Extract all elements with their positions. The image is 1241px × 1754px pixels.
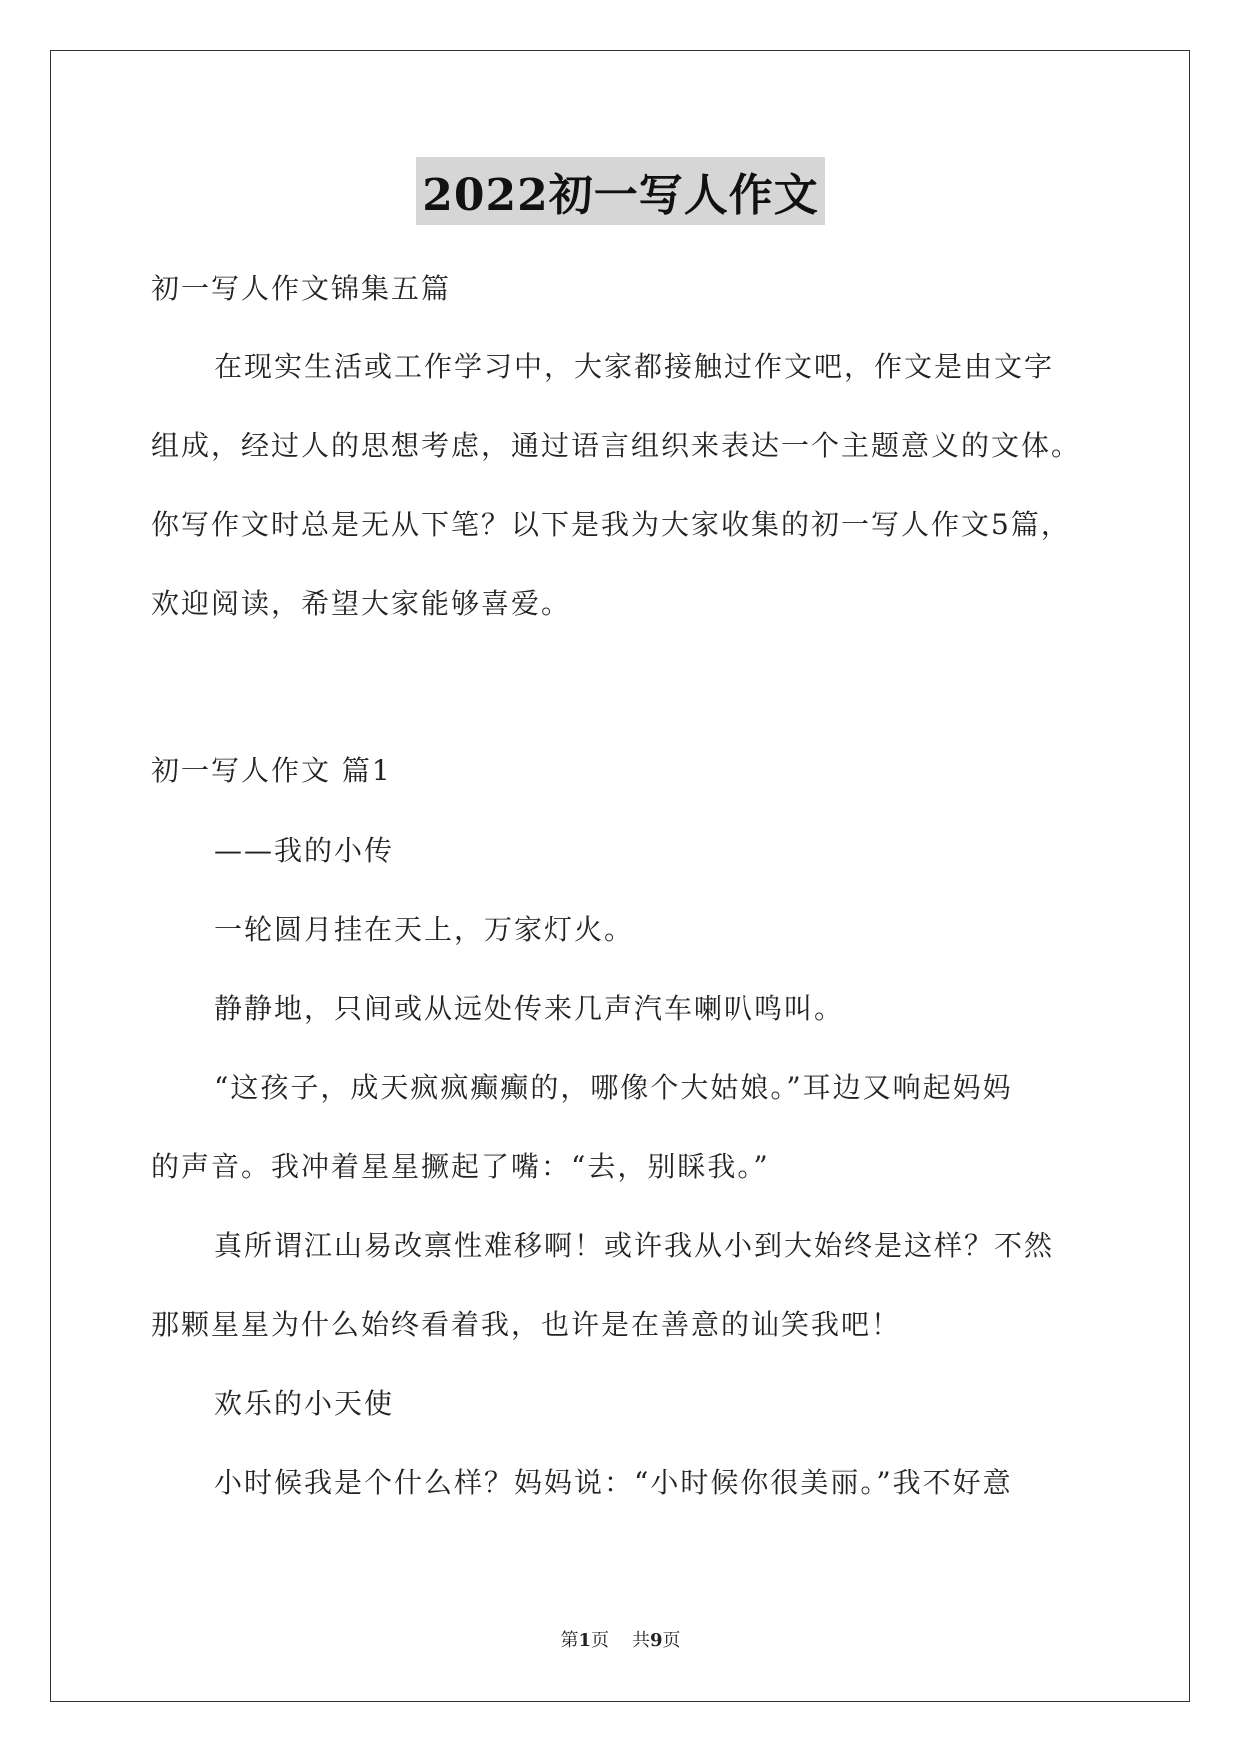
page-number: 1	[578, 1630, 592, 1651]
title-wrap	[0, 157, 1241, 225]
paragraph-line: 你写作文时总是无从下笔？以下是我为大家收集的初一写人作文5篇，	[151, 508, 1071, 541]
page-suffix: 页	[591, 1630, 610, 1651]
paragraph-line: 的声音。我冲着星星撅起了嘴：“去，别睬我。”	[151, 1150, 770, 1183]
paragraph-line: 欢乐的小天使	[214, 1387, 395, 1420]
paragraph-line: 真所谓江山易改禀性难移啊！或许我从小到大始终是这样？不然	[214, 1229, 1055, 1262]
paragraph-line: 一轮圆月挂在天上，万家灯火。	[214, 913, 635, 946]
paragraph-line: 组成，经过人的思想考虑，通过语言组织来表达一个主题意义的文体。	[151, 429, 1082, 462]
total-pages: 9	[649, 1630, 663, 1651]
paragraph-line: 静静地，只间或从远处传来几声汽车喇叭鸣叫。	[214, 992, 845, 1025]
paragraph-line: 小时候我是个什么样？妈妈说：“小时候你很美丽。”我不好意	[214, 1466, 1013, 1499]
page-footer	[0, 1626, 1241, 1652]
paragraph-line: 欢迎阅读，希望大家能够喜爱。	[151, 587, 572, 620]
paragraph-line: 那颗星星为什么始终看着我，也许是在善意的讪笑我吧！	[151, 1308, 902, 1341]
subtitle: 初一写人作文锦集五篇	[151, 272, 452, 305]
paragraph-line: ——我的小传	[214, 834, 395, 867]
paragraph-line: 在现实生活或工作学习中，大家都接触过作文吧，作文是由文字	[214, 350, 1055, 383]
total-prefix: 共	[631, 1630, 650, 1651]
total-suffix: 页	[662, 1630, 681, 1651]
page-title: 2022初一写人作文	[416, 157, 824, 225]
paragraph-line: “这孩子，成天疯疯癫癫的，哪像个大姑娘。”耳边又响起妈妈	[214, 1071, 1013, 1104]
page-prefix: 第	[560, 1630, 579, 1651]
section-heading: 初一写人作文 篇1	[151, 754, 392, 787]
